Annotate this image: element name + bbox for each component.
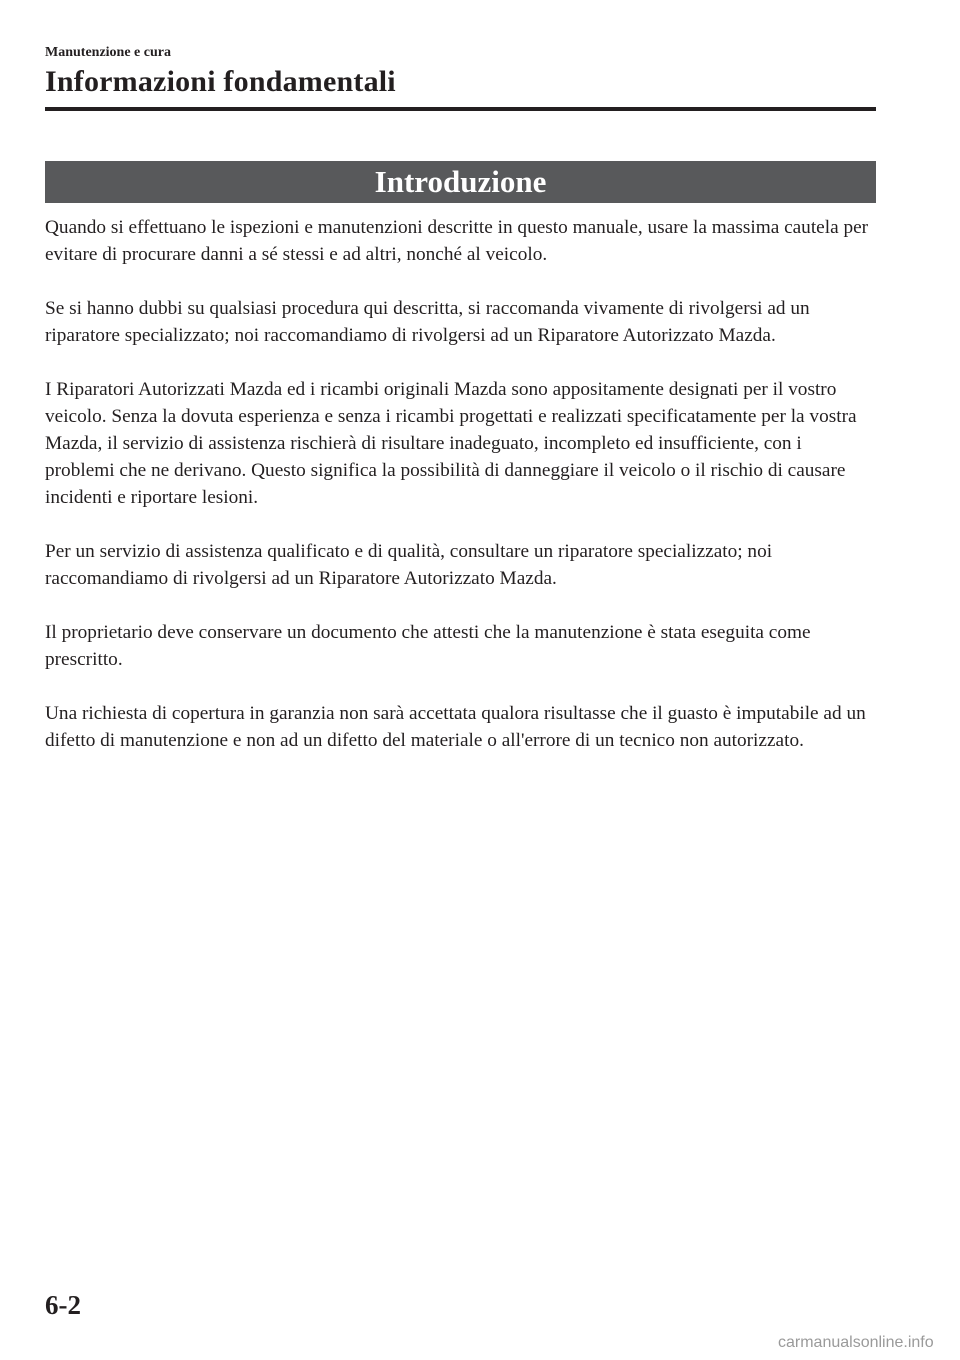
body-text <box>45 214 876 781</box>
paragraph: I Riparatori Autorizzati Mazda ed i ricambi originali Mazda sono appositamente designati per il vostro veicolo. Senza la dovuta esperienza e senza i ricambi progettati e realizzati specificatamente per la vostra Mazda, il servizio di assistenza rischierà di risultare inadeguato, incompleto ed insufficiente, con i problemi che ne derivano. Questo significa la possibilità di danneggiare il veicolo o il rischio di causare incidenti e riportare lesioni. <box>45 379 857 508</box>
paragraph: Se si hanno dubbi su qualsiasi procedura qui descritta, si raccomanda vivamente di rivolgersi ad un riparatore specializzato; noi raccomandiamo di rivolgersi ad un Riparatore Autorizzato Mazda. <box>45 298 810 346</box>
paragraph: Una richiesta di copertura in garanzia non sarà accettata qualora risultasse che il guasto è imputabile ad un difetto di manutenzione e non ad un difetto del materiale o all'errore di un tecnico non autorizzato. <box>45 703 866 751</box>
section-heading <box>45 161 876 203</box>
watermark: carmanualsonline.info <box>778 1334 934 1351</box>
chapter-label: Manutenzione e cura <box>45 45 171 60</box>
section-heading-text: Introduzione <box>374 164 547 199</box>
title-divider <box>45 107 876 111</box>
paragraph: Per un servizio di assistenza qualificato e di qualità, consultare un riparatore specializzato; noi raccomandiamo di rivolgersi ad un Riparatore Autorizzato Mazda. <box>45 541 773 589</box>
paragraph: Il proprietario deve conservare un documento che attesti che la manutenzione è stata eseguita come prescritto. <box>45 622 811 670</box>
paragraph: Quando si effettuano le ispezioni e manutenzioni descritte in questo manuale, usare la massima cautela per evitare di procurare danni a sé stessi e ad altri, nonché al veicolo. <box>45 217 869 265</box>
page-number: 6-2 <box>45 1290 81 1320</box>
section-title: Informazioni fondamentali <box>45 65 396 98</box>
